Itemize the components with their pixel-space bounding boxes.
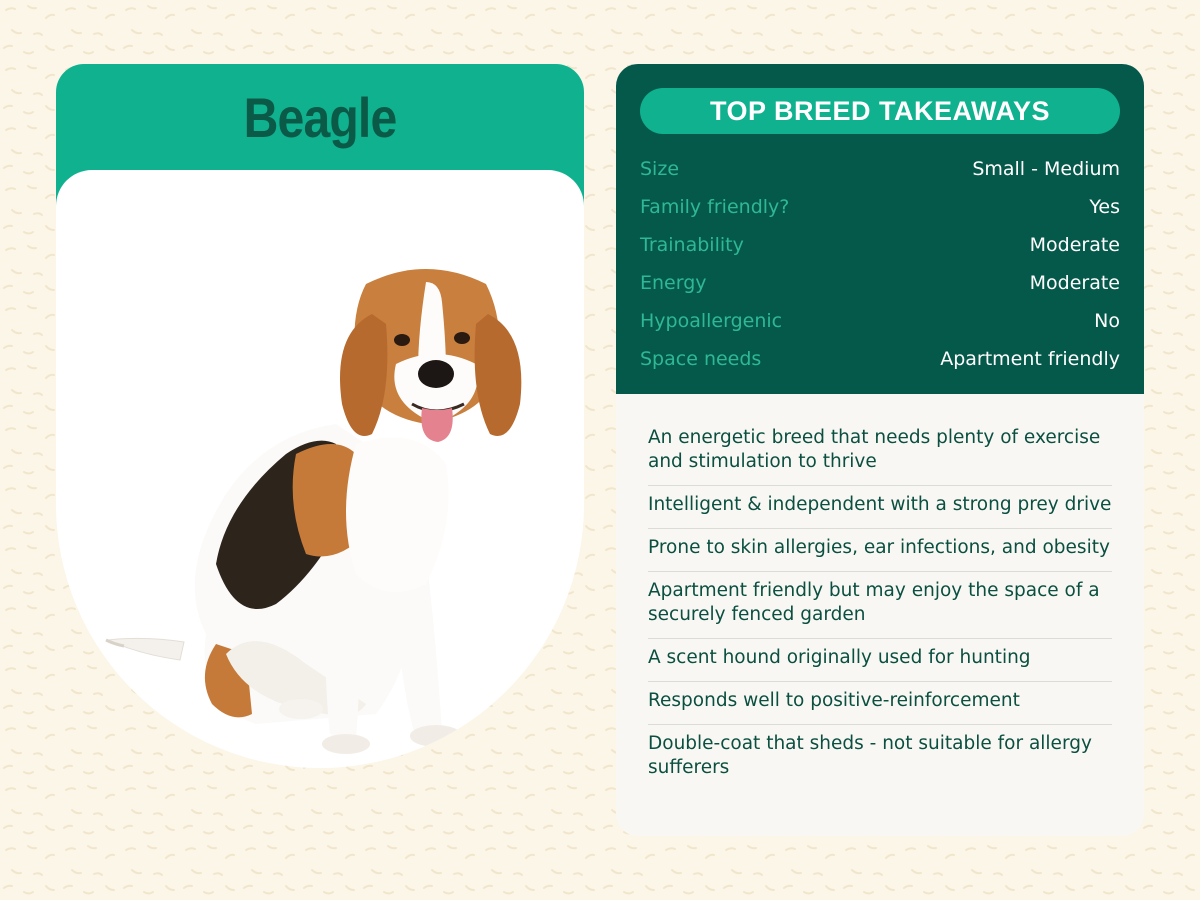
takeaways-title: TOP BREED TAKEAWAYS [640,88,1120,134]
list-item: Intelligent & independent with a strong prey drive [648,486,1112,529]
stat-row-size [640,150,1120,188]
stat-row-family-friendly [640,188,1120,226]
stat-label: Family friendly? [640,196,790,218]
takeaways-stats-panel [616,64,1144,394]
beagle-photo [96,204,556,764]
stat-value: Small - Medium [972,158,1120,180]
stat-value: Apartment friendly [940,348,1120,370]
stat-label: Hypoallergenic [640,310,783,332]
list-item: A scent hound originally used for hunting [648,639,1112,682]
breed-title: Beagle [243,86,397,149]
list-item: Double-coat that sheds - not suitable for allergy sufferers [648,733,1092,778]
stat-value: Moderate [1029,234,1120,256]
list-item: Prone to skin allergies, ear infections, and obesity [648,529,1112,572]
stat-label: Size [640,158,680,180]
breed-card [56,64,584,768]
list-item: Responds well to positive-reinforcement [648,682,1112,725]
facts-list [648,418,1112,791]
stat-value: No [1094,310,1120,332]
stat-value: Yes [1089,196,1120,218]
stat-label: Trainability [640,234,744,256]
stat-label: Space needs [640,348,762,370]
list-item: An energetic breed that needs plenty of exercise and stimulation to thrive [648,418,1112,486]
stat-row-space-needs [640,340,1120,378]
stat-value: Moderate [1029,272,1120,294]
stat-row-hypoallergenic [640,302,1120,340]
stat-row-energy [640,264,1120,302]
stats-list [640,150,1120,378]
list-item: Apartment friendly but may enjoy the space of a securely fenced garden [648,572,1112,639]
stat-label: Energy [640,272,707,294]
takeaways-card [616,64,1144,836]
stat-row-trainability [640,226,1120,264]
